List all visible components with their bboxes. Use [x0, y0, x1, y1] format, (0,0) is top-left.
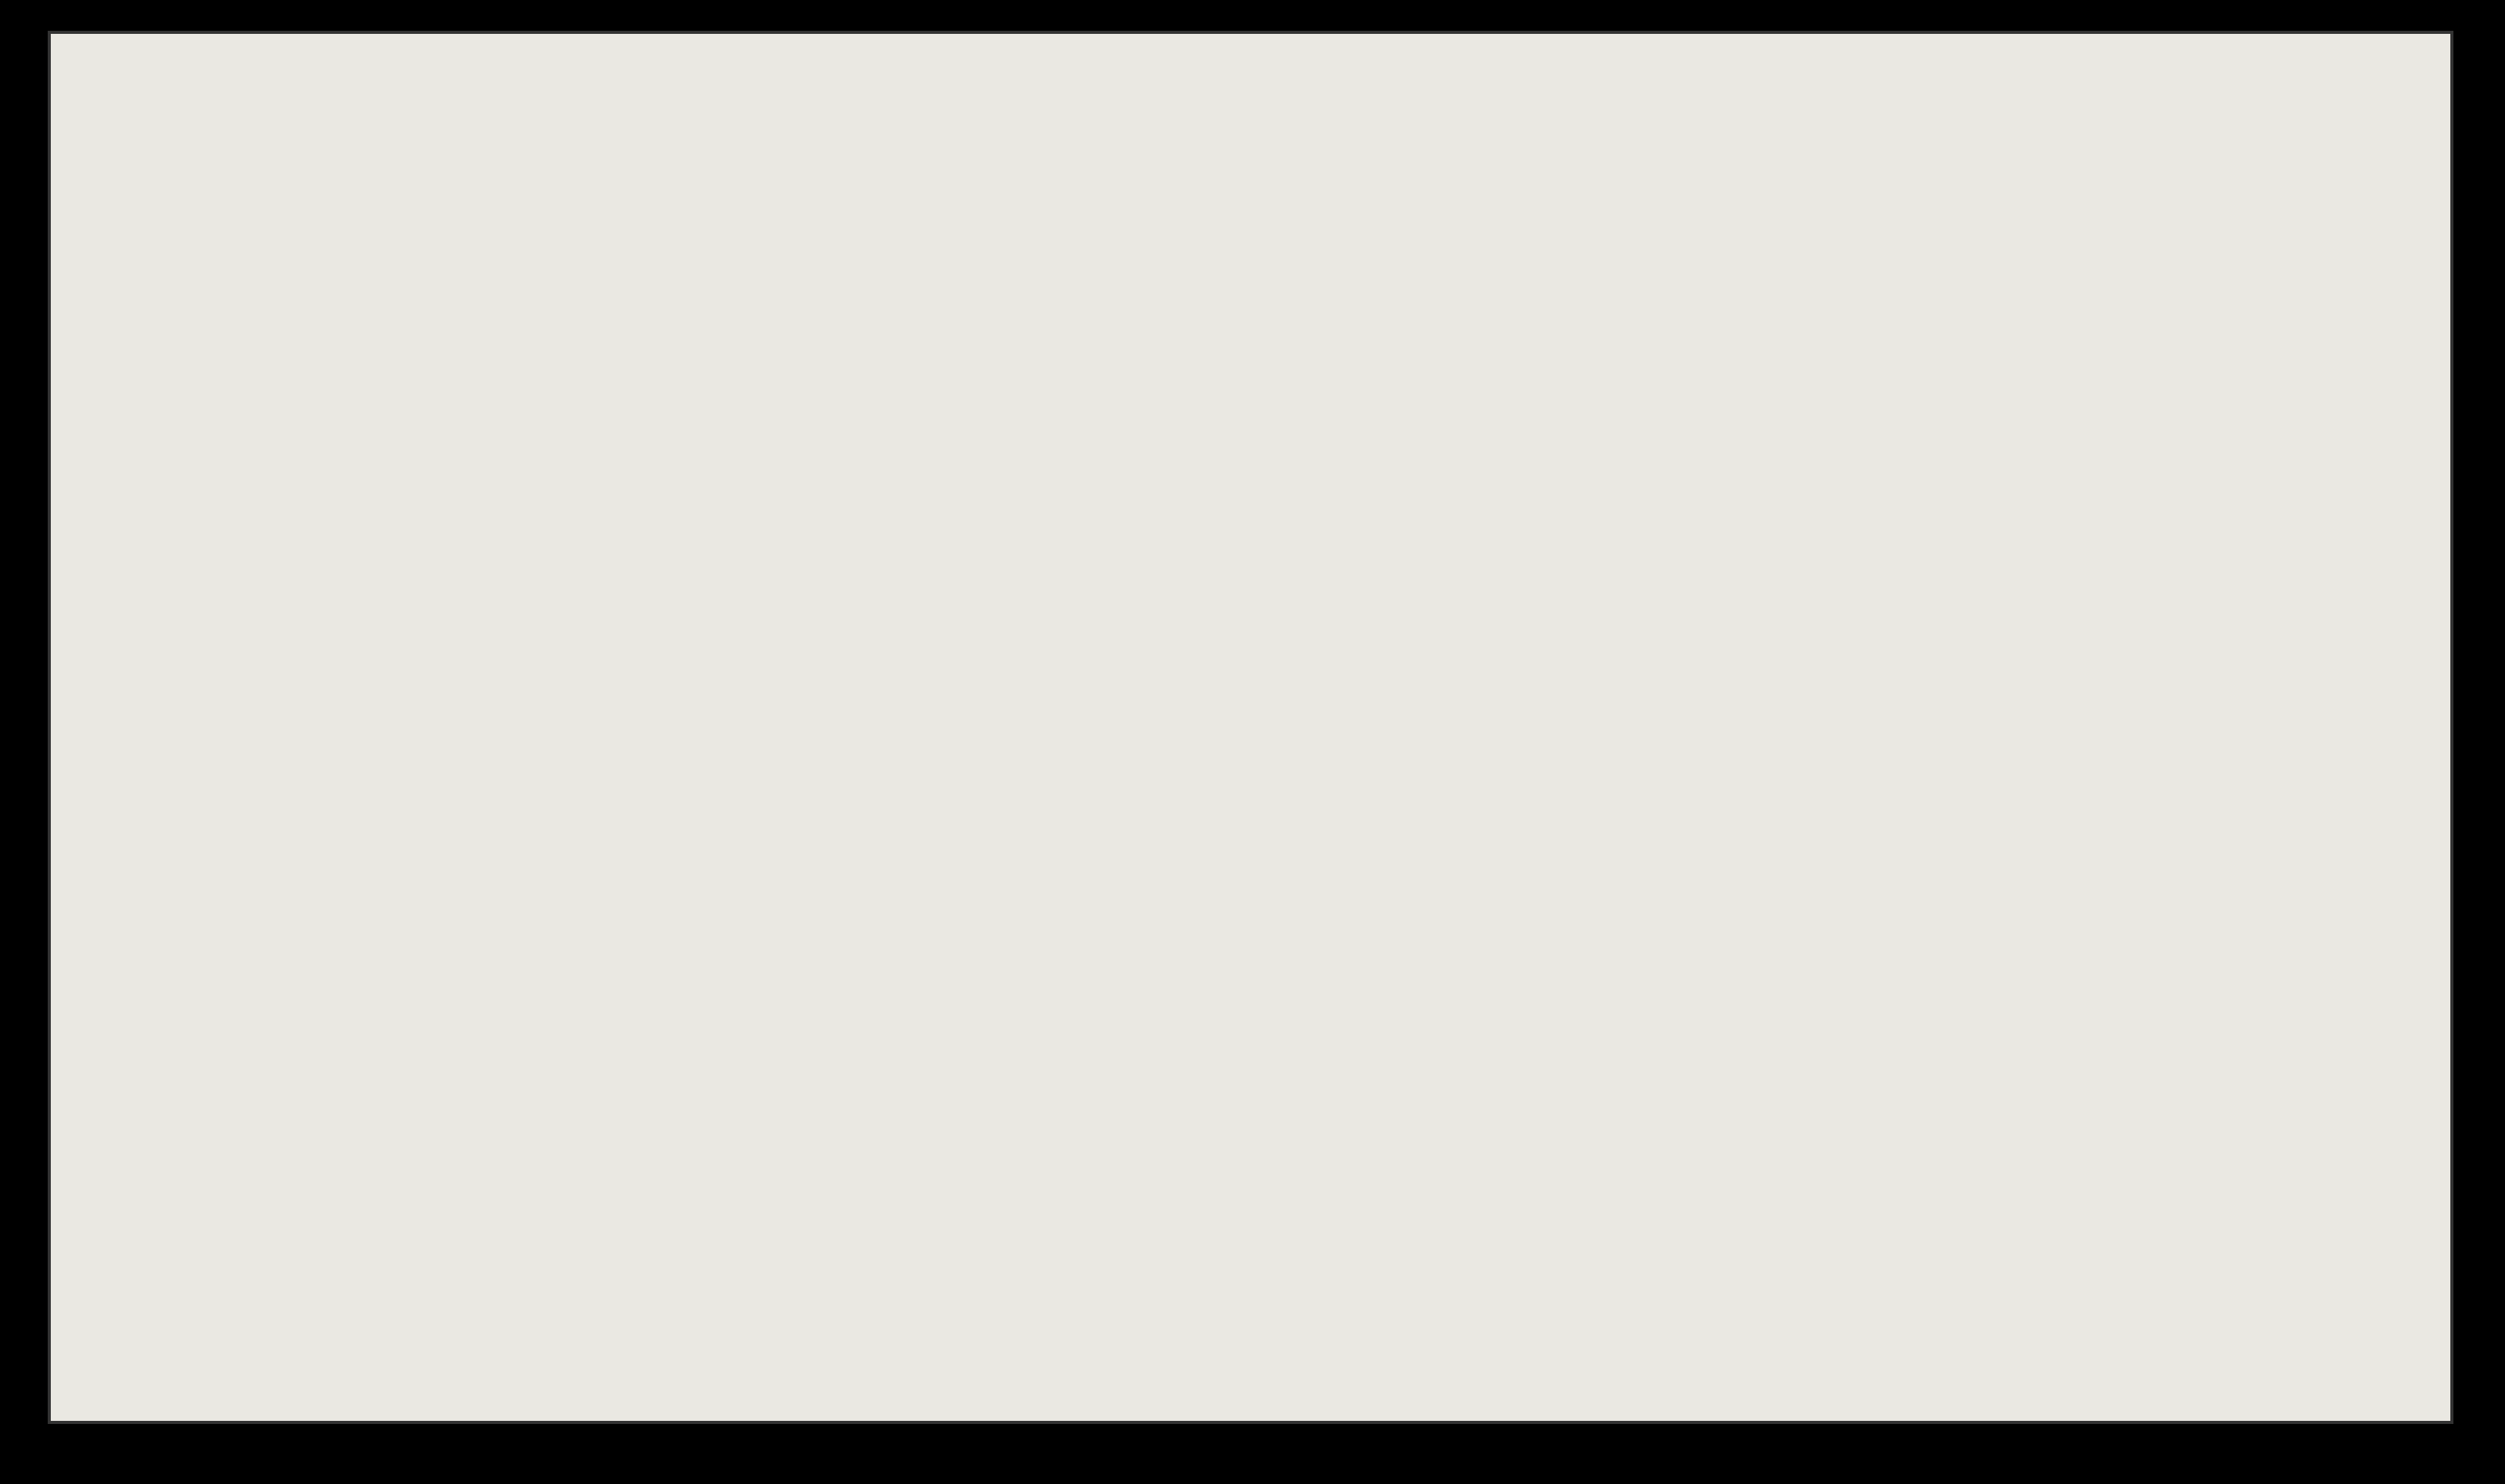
form-grid — [51, 34, 2453, 1424]
census-card — [48, 31, 2453, 1424]
